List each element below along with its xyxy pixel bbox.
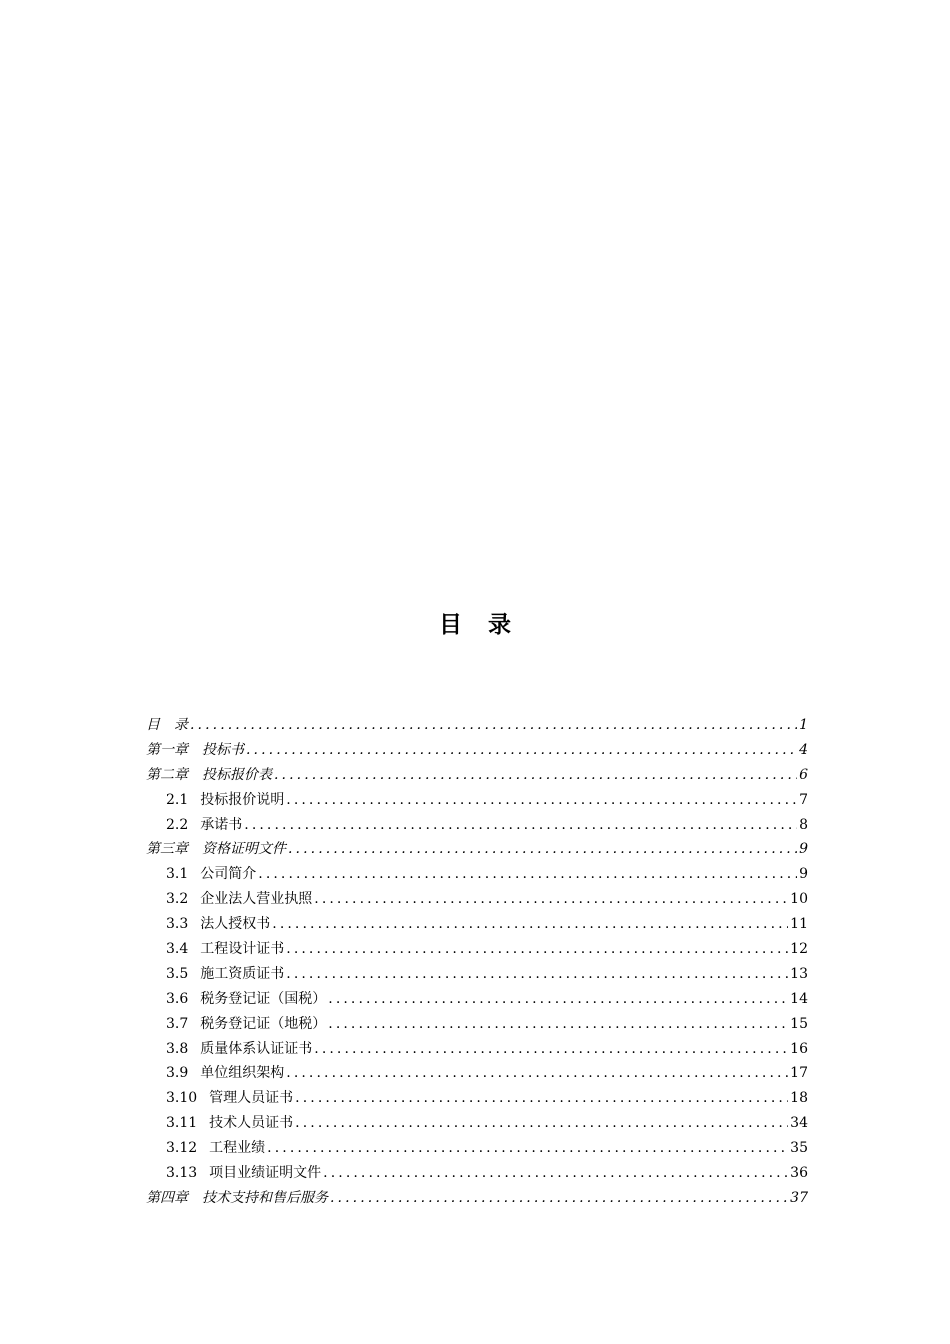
toc-entry[interactable] — [146, 888, 808, 913]
dot-leader — [244, 817, 797, 833]
toc-entry-page-number: 37 — [790, 1189, 808, 1206]
dot-leader — [328, 991, 788, 1007]
toc-entry-label: 工程设计证书 — [200, 941, 285, 958]
toc-entry-page-number: 14 — [790, 990, 808, 1007]
toc-entry-number: 3.10 — [166, 1090, 198, 1107]
toc-entry-page-number: 4 — [799, 741, 808, 758]
toc-entry[interactable] — [146, 789, 808, 814]
toc-entry-page-number: 11 — [790, 916, 808, 933]
page-title-part-2: 录 — [488, 612, 511, 638]
toc-entry-number: 3.8 — [166, 1040, 189, 1057]
dot-leader — [314, 1041, 788, 1057]
toc-entry-label: 技术支持和售后服务 — [202, 1189, 328, 1206]
toc-entry[interactable] — [146, 963, 808, 988]
toc-entry[interactable] — [146, 913, 808, 938]
dot-leader — [288, 841, 797, 857]
toc-entry-label: 税务登记证（国税） — [200, 990, 327, 1007]
toc-entry-number: 目 — [146, 717, 160, 733]
dot-leader — [330, 1190, 788, 1206]
toc-entry-label: 录 — [174, 717, 188, 733]
toc-entry[interactable] — [146, 838, 808, 863]
toc-entry-page-number: 15 — [790, 1015, 808, 1032]
toc-entry-label: 法人授权书 — [200, 916, 271, 933]
toc-entry-number: 3.12 — [166, 1140, 198, 1157]
toc-entry[interactable] — [146, 1087, 808, 1112]
toc-entry-label: 企业法人营业执照 — [200, 891, 313, 908]
toc-entry[interactable] — [146, 1162, 808, 1187]
toc-entry-label: 技术人员证书 — [209, 1115, 294, 1132]
toc-entry[interactable] — [146, 739, 808, 764]
toc-entry[interactable] — [146, 764, 808, 789]
toc-entry-number: 第一章 — [146, 741, 188, 758]
dot-leader — [190, 717, 797, 733]
toc-entry-page-number: 9 — [799, 841, 808, 858]
toc-entry-number: 3.1 — [166, 866, 189, 883]
toc-entry-page-number: 18 — [790, 1090, 808, 1107]
toc-entry-page-number: 17 — [790, 1065, 808, 1082]
dot-leader — [295, 1090, 788, 1106]
dot-leader — [323, 1165, 788, 1181]
toc-entry-label: 管理人员证书 — [209, 1090, 294, 1107]
toc-entry[interactable] — [146, 1038, 808, 1063]
toc-entry-label: 公司简介 — [200, 866, 257, 883]
toc-entry[interactable] — [146, 863, 808, 888]
toc-entry-number: 2.1 — [166, 791, 189, 808]
toc-entry-page-number: 9 — [799, 866, 808, 883]
toc-entry-page-number: 35 — [790, 1140, 808, 1157]
dot-leader — [295, 1115, 788, 1131]
toc-entry-page-number: 36 — [790, 1165, 808, 1182]
toc-entry-label: 投标报价说明 — [200, 791, 285, 808]
toc-entry-label: 工程业绩 — [209, 1140, 266, 1157]
toc-entry[interactable] — [146, 1112, 808, 1137]
toc-entry-page-number: 7 — [799, 791, 808, 808]
dot-leader — [267, 1140, 788, 1156]
toc-entry[interactable] — [146, 1013, 808, 1038]
toc-entry[interactable] — [146, 1187, 808, 1212]
toc-entry-label: 税务登记证（地税） — [200, 1015, 327, 1032]
dot-leader — [286, 966, 788, 982]
toc-entry-page-number: 34 — [790, 1115, 808, 1132]
toc-entry-page-number: 6 — [799, 766, 808, 783]
toc-entry[interactable] — [146, 988, 808, 1013]
page-title — [0, 606, 950, 639]
toc-entry-label: 资格证明文件 — [202, 841, 286, 858]
toc-entry-label: 投标书 — [202, 741, 244, 758]
toc-entry-page-number: 13 — [790, 965, 808, 982]
toc-entry-page-number: 8 — [799, 816, 808, 833]
table-of-contents — [146, 714, 808, 1212]
toc-entry-number: 3.5 — [166, 965, 189, 982]
toc-entry-page-number: 12 — [790, 941, 808, 958]
toc-entry-page-number: 16 — [790, 1040, 808, 1057]
toc-entry-number: 第三章 — [146, 841, 188, 858]
toc-entry-label: 单位组织架构 — [200, 1065, 285, 1082]
dot-leader — [328, 1016, 788, 1032]
toc-entry-number: 第四章 — [146, 1189, 188, 1206]
toc-entry-page-number: 10 — [790, 891, 808, 908]
dot-leader — [258, 866, 797, 882]
toc-entry-number: 3.9 — [166, 1065, 189, 1082]
toc-entry[interactable] — [146, 714, 808, 739]
dot-leader — [274, 767, 797, 783]
dot-leader — [286, 792, 797, 808]
dot-leader — [246, 742, 797, 758]
dot-leader — [286, 941, 788, 957]
dot-leader — [314, 891, 788, 907]
dot-leader — [272, 916, 788, 932]
toc-entry[interactable] — [146, 938, 808, 963]
toc-entry-number: 3.3 — [166, 916, 189, 933]
toc-entry-number: 3.13 — [166, 1165, 198, 1182]
toc-entry[interactable] — [146, 814, 808, 839]
page-title-part-1: 目 — [439, 612, 462, 638]
toc-entry-label: 施工资质证书 — [200, 965, 285, 982]
toc-entry-page-number: 1 — [799, 717, 808, 733]
toc-entry-number: 3.7 — [166, 1015, 189, 1032]
toc-entry-number: 3.6 — [166, 990, 189, 1007]
toc-entry-label: 承诺书 — [200, 816, 243, 833]
toc-entry-number: 3.11 — [166, 1115, 198, 1132]
toc-entry-number: 第二章 — [146, 766, 188, 783]
toc-entry-number: 3.2 — [166, 891, 189, 908]
toc-entry[interactable] — [146, 1137, 808, 1162]
toc-entry-label: 质量体系认证证书 — [200, 1040, 313, 1057]
toc-entry-number: 2.2 — [166, 816, 189, 833]
toc-entry-number: 3.4 — [166, 941, 189, 958]
toc-entry-label: 项目业绩证明文件 — [209, 1165, 322, 1182]
dot-leader — [286, 1065, 788, 1081]
toc-entry-label: 投标报价表 — [202, 766, 272, 783]
toc-entry[interactable] — [146, 1062, 808, 1087]
